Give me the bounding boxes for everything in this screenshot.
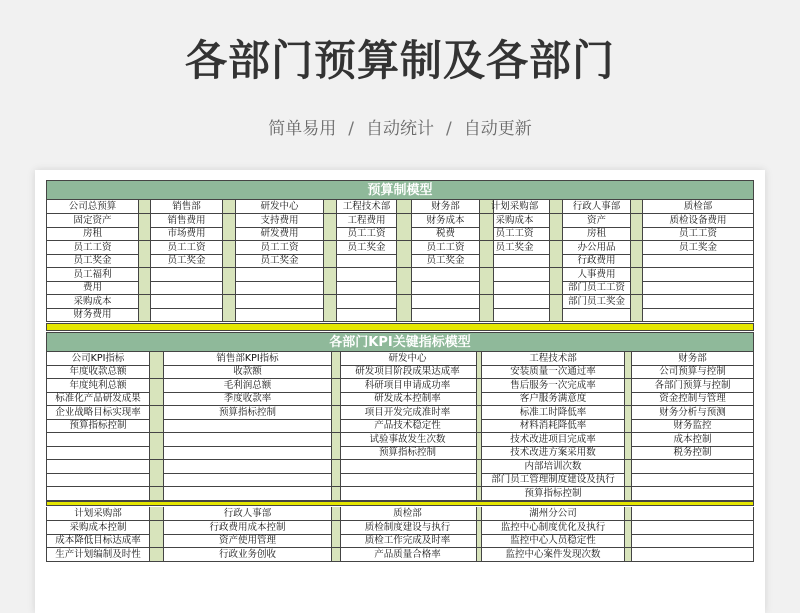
- kpi-cell: [339, 487, 477, 501]
- budget-cell: [337, 254, 397, 268]
- lower-kpi-row: [46, 521, 754, 535]
- kpi-cell: [339, 460, 477, 474]
- budget-cell: 房租: [46, 227, 139, 241]
- spacer-cell: [150, 446, 164, 460]
- lower-kpi-row: [46, 507, 754, 521]
- kpi-header-cell: 公司KPI指标: [46, 352, 150, 366]
- lower-header-cell: 湖州分公司: [482, 507, 625, 521]
- lower-cell: [632, 548, 754, 562]
- lower-cell: 质检工作完成及时率: [339, 534, 477, 548]
- spacer-cell: [625, 487, 632, 501]
- kpi-cell: 季度收款率: [164, 392, 332, 406]
- spacer-cell: [397, 281, 412, 295]
- budget-cell: 员工工资: [480, 227, 550, 241]
- lower-cell: [632, 534, 754, 548]
- lower-cell: 行政费用成本控制: [164, 521, 332, 535]
- kpi-header-cell: 研发中心: [339, 352, 477, 366]
- kpi-cell: [632, 473, 754, 487]
- lower-header-cell: 计划采购部: [46, 507, 150, 521]
- kpi-cell: 财务分析与预测: [632, 406, 754, 420]
- budget-cell: 员工奖金: [46, 254, 139, 268]
- spacer-cell: [625, 548, 632, 562]
- subtitle-item-auto-stat: 自动统计: [366, 119, 434, 139]
- spacer-cell: [550, 241, 563, 255]
- spacer-cell: [625, 521, 632, 535]
- spacer-cell: [631, 281, 643, 295]
- budget-cell: 员工奖金: [151, 254, 223, 268]
- spacer-cell: [625, 406, 632, 420]
- budget-cell: [337, 281, 397, 295]
- spacer-cell: [139, 227, 151, 241]
- spacer-cell: [223, 200, 236, 214]
- budget-cell: 研发费用: [236, 227, 324, 241]
- kpi-cell: 标准工时降低率: [482, 406, 625, 420]
- spacer-cell: [397, 227, 412, 241]
- page-title: 各部门预算制及各部门: [184, 36, 615, 85]
- lower-header-cell: 行政人事部: [164, 507, 332, 521]
- subtitle-item-auto-update: 自动更新: [463, 119, 532, 139]
- spacer-cell: [625, 473, 632, 487]
- spacer-cell: [625, 379, 632, 393]
- spacer-cell: [550, 268, 563, 282]
- spacer-cell: [631, 295, 643, 309]
- budget-cell: [643, 308, 754, 322]
- spacer-cell: [150, 507, 164, 521]
- budget-cell: [236, 268, 324, 282]
- budget-cell: 部门员工奖金: [563, 295, 631, 309]
- budget-cell: [412, 308, 480, 322]
- budget-cell: 支持费用: [236, 214, 324, 228]
- budget-header-cell: 质检部: [643, 200, 754, 214]
- kpi-row: [46, 487, 754, 501]
- kpi-row: [46, 419, 754, 433]
- kpi-cell: [164, 460, 332, 474]
- kpi-cell: 售后服务一次完成率: [482, 379, 625, 393]
- budget-cell: [151, 268, 223, 282]
- spacer-cell: [324, 281, 337, 295]
- subtitle-separator: /: [348, 119, 354, 139]
- spacer-cell: [625, 507, 632, 521]
- lower-cell: 生产计划编制及时性: [46, 548, 150, 562]
- spacer-cell: [223, 281, 236, 295]
- budget-cell: 采购成本: [46, 295, 139, 309]
- budget-cell: 员工工资: [643, 227, 754, 241]
- kpi-cell: [46, 446, 150, 460]
- kpi-cell: 科研项目申请成功率: [339, 379, 477, 393]
- spacer-cell: [324, 254, 337, 268]
- budget-cell: 销售费用: [151, 214, 223, 228]
- spacer-cell: [150, 419, 164, 433]
- kpi-cell: 年度收款总额: [46, 365, 150, 379]
- kpi-cell: 收款额: [164, 365, 332, 379]
- page-subtitle: [0, 114, 800, 139]
- budget-cell: 固定资产: [46, 214, 139, 228]
- budget-cell: [236, 295, 324, 309]
- budget-row: [46, 214, 754, 228]
- budget-row: [46, 281, 754, 295]
- budget-cell: 员工福利: [46, 268, 139, 282]
- budget-row: [46, 268, 754, 282]
- budget-cell: [643, 268, 754, 282]
- kpi-cell: 成本控制: [632, 433, 754, 447]
- spacer-cell: [150, 460, 164, 474]
- spacer-cell: [397, 308, 412, 322]
- spacer-cell: [625, 534, 632, 548]
- lower-cell: 采购成本控制: [46, 521, 150, 535]
- budget-row: [46, 254, 754, 268]
- kpi-cell: 研发项目阶段成果达成率: [339, 365, 477, 379]
- budget-cell: [412, 268, 480, 282]
- lower-cell: 行政业务创收: [164, 548, 332, 562]
- budget-cell: [643, 281, 754, 295]
- spacer-cell: [397, 268, 412, 282]
- budget-cell: 部门员工工资: [563, 281, 631, 295]
- budget-cell: [151, 308, 223, 322]
- budget-cell: [236, 281, 324, 295]
- lower-cell: 成本降低目标达成率: [46, 534, 150, 548]
- kpi-cell: 客户服务满意度: [482, 392, 625, 406]
- kpi-cell: 各部门预算与控制: [632, 379, 754, 393]
- spacer-cell: [625, 446, 632, 460]
- lower-cell: 产品质量合格率: [339, 548, 477, 562]
- spacer-cell: [625, 392, 632, 406]
- spacer-cell: [324, 241, 337, 255]
- kpi-cell: [46, 487, 150, 501]
- budget-row: [46, 200, 754, 214]
- budget-cell: 房租: [563, 227, 631, 241]
- lower-header-cell: [632, 507, 754, 521]
- budget-cell: [337, 268, 397, 282]
- spacer-cell: [223, 254, 236, 268]
- spacer-cell: [139, 214, 151, 228]
- kpi-row: [46, 392, 754, 406]
- spacer-cell: [550, 200, 563, 214]
- kpi-row: [46, 379, 754, 393]
- kpi-cell: [164, 446, 332, 460]
- spacer-cell: [397, 200, 412, 214]
- spacer-cell: [150, 487, 164, 501]
- spacer-cell: [150, 534, 164, 548]
- kpi-cell: 税务控制: [632, 446, 754, 460]
- kpi-cell: 部门员工管理制度建设及执行: [482, 473, 625, 487]
- spacer-cell: [150, 521, 164, 535]
- kpi-cell: 技术改进项目完成率: [482, 433, 625, 447]
- budget-cell: [480, 268, 550, 282]
- lower-kpi-row: [46, 548, 754, 562]
- kpi-cell: [164, 487, 332, 501]
- budget-cell: 行政费用: [563, 254, 631, 268]
- budget-cell: 采购成本: [480, 214, 550, 228]
- spacer-cell: [150, 392, 164, 406]
- spacer-cell: [324, 295, 337, 309]
- budget-cell: 员工奖金: [480, 241, 550, 255]
- lower-cell: 监控中心案件发现次数: [482, 548, 625, 562]
- spacer-cell: [324, 214, 337, 228]
- budget-header-cell: 行政人事部: [563, 200, 631, 214]
- budget-cell: 办公用品: [563, 241, 631, 255]
- spacer-cell: [625, 433, 632, 447]
- kpi-cell: 年度纯利总额: [46, 379, 150, 393]
- kpi-row: [46, 352, 754, 366]
- kpi-row: [46, 406, 754, 420]
- spacer-cell: [625, 460, 632, 474]
- spacer-cell: [631, 214, 643, 228]
- budget-cell: 财务成本: [412, 214, 480, 228]
- kpi-cell: [339, 473, 477, 487]
- budget-cell: 员工工资: [236, 241, 324, 255]
- budget-cell: [337, 308, 397, 322]
- lower-header-cell: 质检部: [339, 507, 477, 521]
- budget-cell: 员工奖金: [337, 241, 397, 255]
- budget-row: [46, 308, 754, 322]
- kpi-cell: 技术改进方案采用数: [482, 446, 625, 460]
- budget-cell: 工程费用: [337, 214, 397, 228]
- budget-cell: [480, 281, 550, 295]
- budget-cell: [480, 254, 550, 268]
- subtitle-item-easy: 简单易用: [268, 119, 337, 139]
- budget-cell: [412, 295, 480, 309]
- budget-cell: 费用: [46, 281, 139, 295]
- kpi-cell: [46, 433, 150, 447]
- kpi-cell: 产品技术稳定性: [339, 419, 477, 433]
- kpi-cell: [164, 473, 332, 487]
- kpi-cell: [46, 460, 150, 474]
- kpi-row: [46, 460, 754, 474]
- budget-cell: 员工工资: [151, 241, 223, 255]
- budget-cell: 人事费用: [563, 268, 631, 282]
- kpi-cell: 企业战略目标实现率: [46, 406, 150, 420]
- spacer-cell: [150, 352, 164, 366]
- spacer-cell: [150, 548, 164, 562]
- spacer-cell: [550, 254, 563, 268]
- budget-cell: [151, 295, 223, 309]
- budget-cell: 员工奖金: [643, 241, 754, 255]
- spacer-cell: [397, 254, 412, 268]
- kpi-cell: 财务监控: [632, 419, 754, 433]
- section-divider: [46, 501, 754, 506]
- kpi-cell: [164, 419, 332, 433]
- spacer-cell: [150, 473, 164, 487]
- kpi-header-cell: 财务部: [632, 352, 754, 366]
- spacer-cell: [223, 268, 236, 282]
- budget-cell: 员工奖金: [412, 254, 480, 268]
- spacer-cell: [139, 241, 151, 255]
- spacer-cell: [631, 227, 643, 241]
- kpi-cell: 材料消耗降低率: [482, 419, 625, 433]
- budget-header-cell: 财务部: [412, 200, 480, 214]
- kpi-cell: 安装质量一次通过率: [482, 365, 625, 379]
- spacer-cell: [631, 308, 643, 322]
- budget-cell: 质检设备费用: [643, 214, 754, 228]
- spacer-cell: [139, 295, 151, 309]
- kpi-header-cell: 销售部KPI指标: [164, 352, 332, 366]
- spacer-cell: [150, 406, 164, 420]
- budget-cell: 市场费用: [151, 227, 223, 241]
- spacer-cell: [324, 227, 337, 241]
- lower-cell: 监控中心制度优化及执行: [482, 521, 625, 535]
- kpi-cell: 项目开发完成准时率: [339, 406, 477, 420]
- kpi-cell: 毛利润总额: [164, 379, 332, 393]
- spacer-cell: [139, 268, 151, 282]
- lower-cell: 质检制度建设与执行: [339, 521, 477, 535]
- kpi-model-title: 各部门KPI关键指标模型: [46, 332, 754, 352]
- spacer-cell: [223, 214, 236, 228]
- spacer-cell: [550, 295, 563, 309]
- subtitle-separator: /: [446, 119, 452, 139]
- spacer-cell: [139, 254, 151, 268]
- budget-cell: [643, 295, 754, 309]
- budget-header-cell: 公司总预算: [46, 200, 139, 214]
- spacer-cell: [139, 308, 151, 322]
- kpi-header-cell: 工程技术部: [482, 352, 625, 366]
- budget-cell: 财务费用: [46, 308, 139, 322]
- kpi-cell: [632, 487, 754, 501]
- spacer-cell: [397, 241, 412, 255]
- spacer-cell: [631, 241, 643, 255]
- spacer-cell: [223, 241, 236, 255]
- lower-cell: [632, 521, 754, 535]
- kpi-cell: 预算指标控制: [482, 487, 625, 501]
- spacer-cell: [550, 308, 563, 322]
- kpi-cell: 研发成本控制率: [339, 392, 477, 406]
- budget-cell: [563, 308, 631, 322]
- spacer-cell: [223, 295, 236, 309]
- kpi-cell: 试验事故发生次数: [339, 433, 477, 447]
- budget-model-title: 预算制模型: [46, 180, 754, 200]
- spacer-cell: [150, 433, 164, 447]
- kpi-cell: 内部培训次数: [482, 460, 625, 474]
- budget-cell: [480, 308, 550, 322]
- budget-header-cell: 工程技术部: [337, 200, 397, 214]
- budget-cell: [236, 308, 324, 322]
- spacer-cell: [625, 365, 632, 379]
- kpi-row: [46, 473, 754, 487]
- kpi-row: [46, 446, 754, 460]
- lower-cell: 监控中心人员稳定性: [482, 534, 625, 548]
- spreadsheet-preview: [35, 170, 765, 613]
- spacer-cell: [223, 227, 236, 241]
- kpi-cell: [164, 433, 332, 447]
- kpi-row: [46, 365, 754, 379]
- kpi-cell: [46, 473, 150, 487]
- lower-kpi-row: [46, 534, 754, 548]
- kpi-cell: 标准化产品研发成果: [46, 392, 150, 406]
- spacer-cell: [324, 308, 337, 322]
- kpi-row: [46, 433, 754, 447]
- spacer-cell: [223, 308, 236, 322]
- spacer-cell: [150, 365, 164, 379]
- kpi-cell: 预算指标控制: [46, 419, 150, 433]
- kpi-cell: 资金控制与管理: [632, 392, 754, 406]
- spacer-cell: [324, 268, 337, 282]
- budget-header-cell: 研发中心: [236, 200, 324, 214]
- budget-cell: 员工工资: [412, 241, 480, 255]
- lower-cell: 资产使用管理: [164, 534, 332, 548]
- spacer-cell: [550, 281, 563, 295]
- kpi-cell: 预算指标控制: [164, 406, 332, 420]
- budget-header-cell: 销售部: [151, 200, 223, 214]
- budget-cell: 员工奖金: [236, 254, 324, 268]
- budget-cell: 员工工资: [46, 241, 139, 255]
- budget-row: [46, 241, 754, 255]
- spacer-cell: [150, 379, 164, 393]
- spacer-cell: [631, 254, 643, 268]
- budget-cell: [480, 295, 550, 309]
- budget-cell: [151, 281, 223, 295]
- kpi-cell: [632, 460, 754, 474]
- budget-header-cell: 计划采购部: [480, 200, 550, 214]
- spacer-cell: [324, 200, 337, 214]
- budget-cell: 员工工资: [337, 227, 397, 241]
- budget-row: [46, 295, 754, 309]
- budget-cell: [643, 254, 754, 268]
- budget-cell: [337, 295, 397, 309]
- kpi-cell: 预算指标控制: [339, 446, 477, 460]
- spacer-cell: [631, 268, 643, 282]
- spacer-cell: [625, 352, 632, 366]
- spacer-cell: [631, 200, 643, 214]
- spacer-cell: [397, 295, 412, 309]
- section-divider: [46, 323, 754, 331]
- spacer-cell: [550, 227, 563, 241]
- budget-cell: 税费: [412, 227, 480, 241]
- budget-cell: [412, 281, 480, 295]
- spacer-cell: [625, 419, 632, 433]
- kpi-cell: 公司预算与控制: [632, 365, 754, 379]
- spacer-cell: [139, 200, 151, 214]
- budget-cell: 资产: [563, 214, 631, 228]
- spacer-cell: [139, 281, 151, 295]
- budget-row: [46, 227, 754, 241]
- spacer-cell: [550, 214, 563, 228]
- spacer-cell: [397, 214, 412, 228]
